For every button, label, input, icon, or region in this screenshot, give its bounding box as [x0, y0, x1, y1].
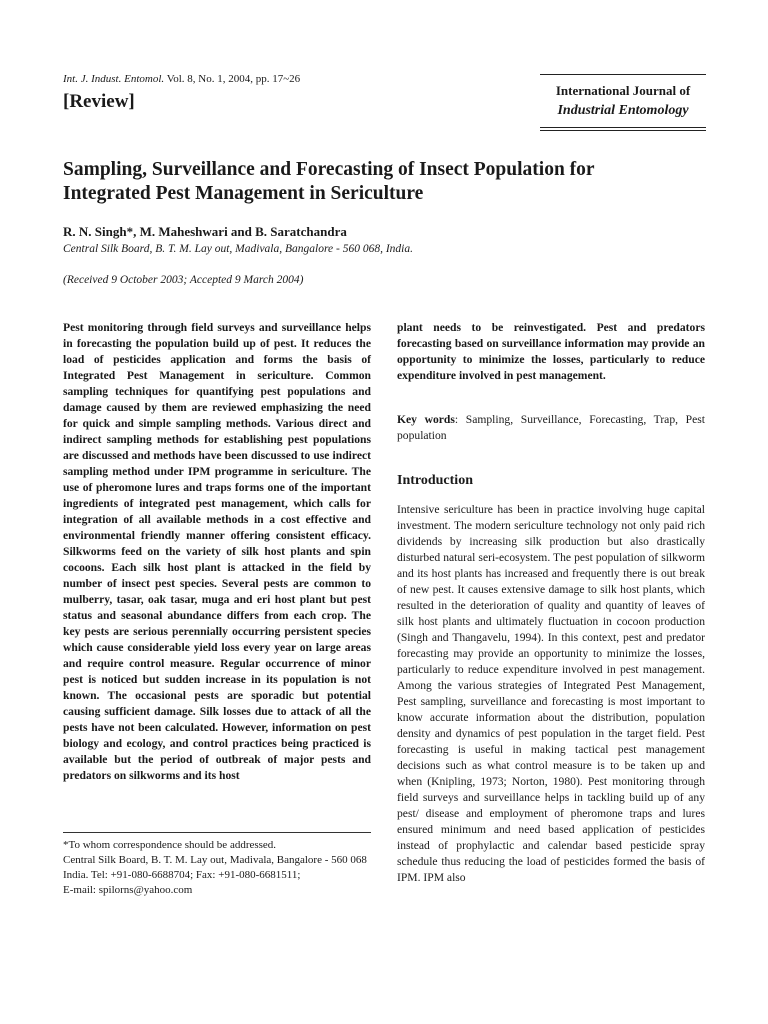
journal-name-line2: Industrial Entomology	[557, 103, 689, 118]
rule-top	[540, 74, 706, 75]
citation-details: Vol. 8, No. 1, 2004, pp. 17~26	[164, 73, 301, 85]
footnote-address: Central Silk Board, B. T. M. Lay out, Madivala, Bangalore - 560 068 India. Tel: +91-080-6688704; Fax: +91-080-6681511;	[63, 854, 367, 881]
introduction-body: Intensive sericulture has been in practice involving huge capital investment. The modern sericulture technology not only paid rich dividends by increasing silk production but also drastically disturbed natural seri-ecosystem. The pest population of silkworm and its host plants has increased and frequently there is out break of new pest. It causes extensive damage to silk host plants, which resulted in the deterioration of quality and quantity of leaves of silk host plants and ultimately fluctuation in cocoon production (Singh and Thangavelu, 1994). In this context, pest and predator forecasting may provide an opportunity to minimize the losses, particularly to reduce expenditure involved in pest management. Among the various strategies of Integrated Pest Management, Pest sampling, surveillance and forecasting is most important to know accurate information about the distribution, population density and dynamics of pest population in the target field. Pest forecasting is useful in making tactical pest management decisions such as what control measure is to be taken up and when (Knipling, 1973; Norton, 1980). Pest monitoring through field surveys and surveillance helps in tackling build up of any pest/ disease and employment of pheromone traps and lures ensured minimum and need based application of pesticides instead of prophylactic and calendar based pesticide spray schedule thus reducing the load of pesticides formed the basis of IPM. IPM also	[397, 503, 705, 884]
journal-abbrev: Int. J. Indust. Entomol.	[63, 73, 165, 85]
introduction-heading: Introduction	[397, 473, 473, 488]
article-title: Sampling, Surveillance and Forecasting of Insect Population for Integrated Pest Management in Sericulture	[63, 159, 595, 204]
journal-nameplate	[540, 74, 706, 131]
article-type: [Review]	[63, 91, 135, 112]
keywords-label: Key words	[397, 413, 455, 426]
affiliation: Central Silk Board, B. T. M. Lay out, Madivala, Bangalore - 560 068, India.	[63, 243, 413, 255]
journal-name-line1: International Journal of	[555, 83, 691, 98]
keywords-text: : Sampling, Surveillance, Forecasting, Trap, Pest population	[397, 413, 705, 442]
rule-bottom-double	[540, 130, 706, 131]
received-dates: (Received 9 October 2003; Accepted 9 March 2004)	[63, 274, 304, 286]
footnote-rule	[63, 832, 371, 833]
footnote	[63, 838, 373, 898]
abstract-left-column: Pest monitoring through field surveys and surveillance helps in forecasting the population build up of pest. It reduces the load of pesticides application and forms the basis of Integrated Pest Management in sericulture. Common sampling techniques for quantifying pest populations and damage caused by them are reviewed emphasizing the need for quick and simple sampling methods. Various direct and indirect sampling methods for establishing pest populations are discussed and methods have been discussed to use indirect sampling method under IPM programme in sericulture. The use of pheromone lures and traps forms one of the important ingredients of integrated pest management, which calls for integration of all available methods in a cost effective and environmental friendly manner offering consistent efficacy. Silkworms feed on the variety of silk host plants and spin cocoons. Each silk host plant is attacked in the field by number of insect pest species. Several pests are common to mulberry, tasar, oak tasar, muga and eri host plant but pest status and seasonal abundance differs from each crop. The key pests are serious perennially occurring persistent species which cause considerable yield loss every year on large areas and require control measure. Regular occurrence of minor pest is noticed but sudden increase in its population is not known. The occasional pests are sporadic but potential causing sufficient damage. Silk losses due to attack of all the pests have not been calculated. However, information on pest biology and ecology, and control practices being practiced is available but the period of outbreak of major pests and predators on silkworms and its host	[63, 321, 371, 782]
authors: R. N. Singh*, M. Maheshwari and B. Saratchandra	[63, 224, 347, 239]
footnote-email: E-mail: spilorns@yahoo.com	[63, 884, 193, 896]
keywords	[397, 412, 705, 444]
citation-line	[63, 73, 300, 85]
rule-bottom	[540, 127, 706, 128]
footnote-correspondence: *To whom correspondence should be addressed.	[63, 839, 277, 851]
abstract-right-column: plant needs to be reinvestigated. Pest and predators forecasting based on surveillance information may provide an opportunity to minimize the losses, particularly to reduce expenditure involved in pest management.	[397, 321, 705, 382]
